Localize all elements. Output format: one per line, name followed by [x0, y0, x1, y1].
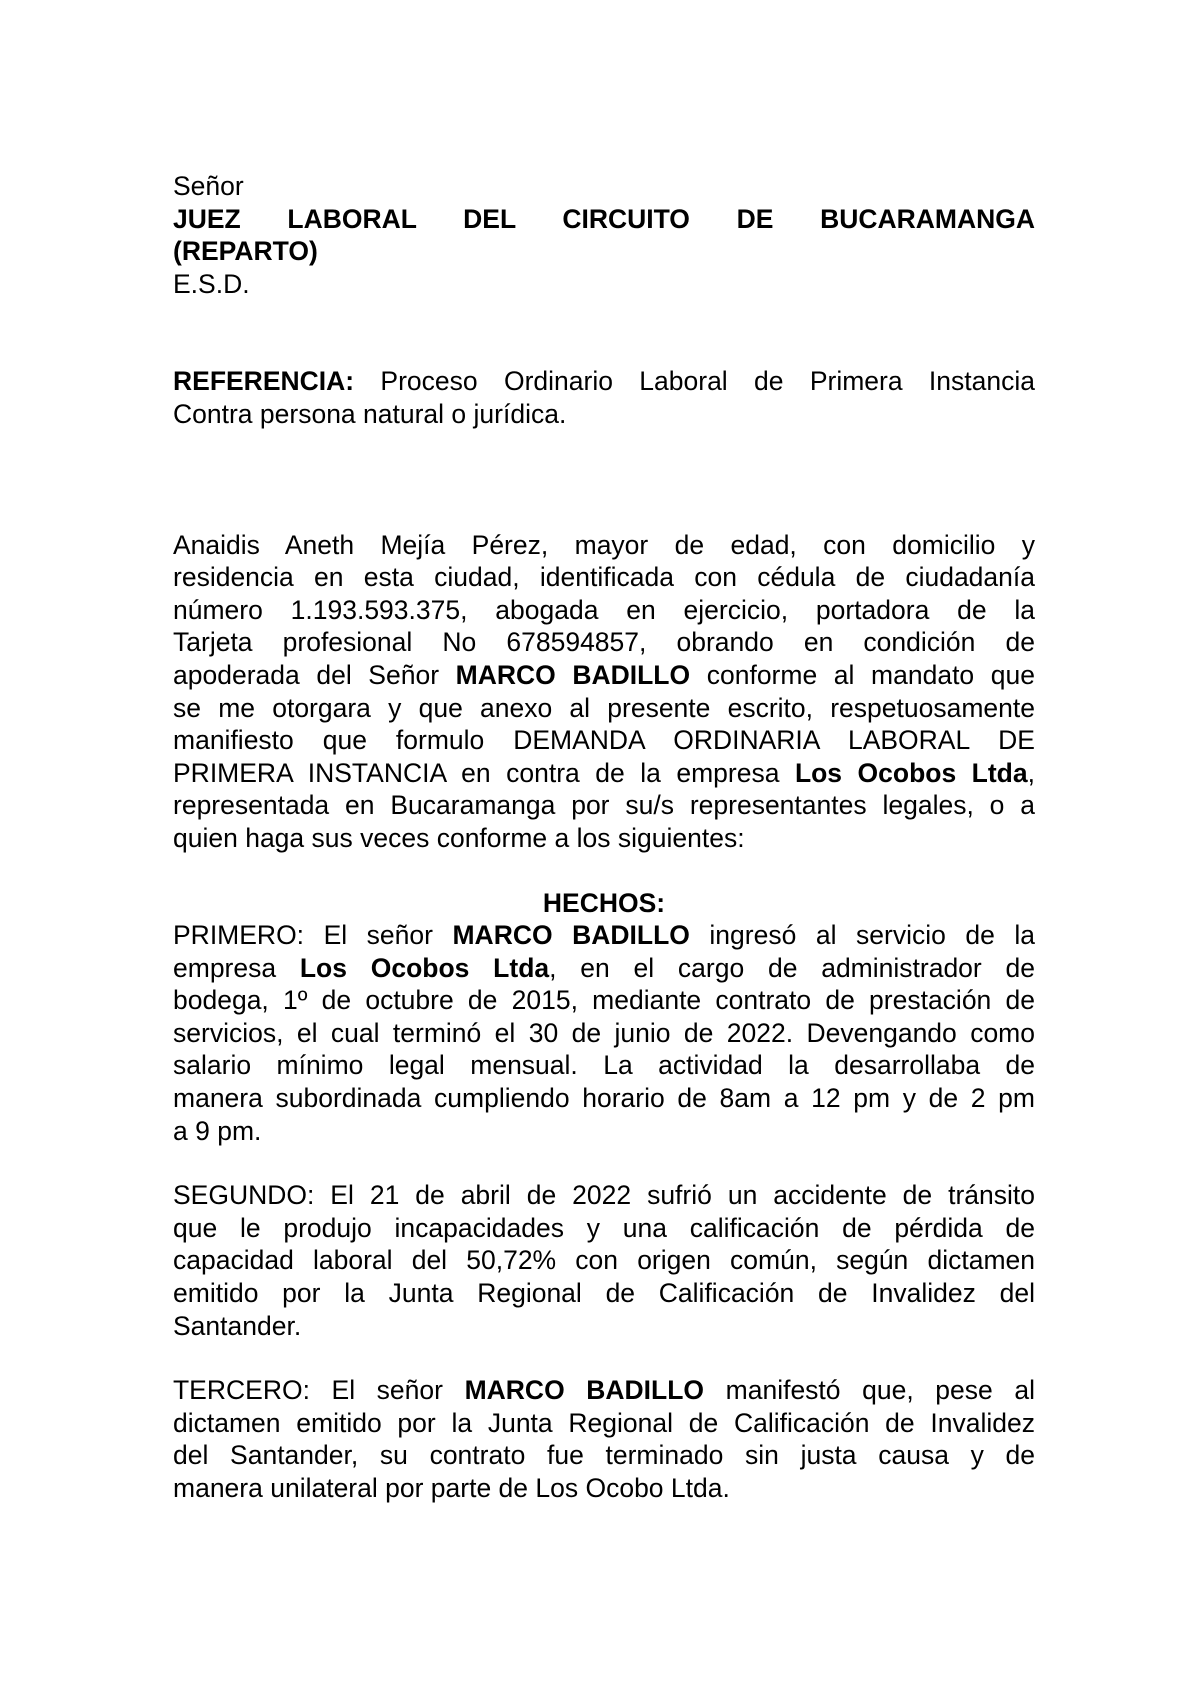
- intro-line-4: Tarjeta profesional No 678594857, obrando en condición de: [173, 627, 1035, 658]
- intro-line-8: [173, 757, 1035, 790]
- reference-line-1: [173, 365, 1035, 398]
- intro-line-5-c: conforme al mandato que: [690, 659, 1035, 690]
- primero-company-name: Los Ocobos Ltda: [299, 952, 550, 983]
- primero-line-1-a: PRIMERO: El señor: [173, 920, 453, 951]
- primero-line-2: [173, 952, 1035, 985]
- primero-line-6: manera subordinada cumpliendo horario de 8am a 12 pm y de 2 pm: [173, 1083, 1035, 1114]
- intro-line-3: número 1.193.593.375, abogada en ejercicio, portadora de la: [173, 594, 1035, 625]
- hecho-tercero: [173, 1374, 1035, 1504]
- tercero-line-2: dictamen emitido por la Junta Regional de Calificación de Invalidez: [173, 1407, 1035, 1438]
- tercero-line-1-a: TERCERO: El señor: [173, 1375, 465, 1406]
- document-page: [173, 170, 1035, 1505]
- primero-line-4: servicios, el cual terminó el 30 de junio de 2022. Devengando como: [173, 1017, 1035, 1048]
- primero-line-5: salario mínimo legal mensual. La actividad la desarrollaba de: [173, 1050, 1035, 1081]
- salutation: Señor: [173, 171, 244, 201]
- esd: E.S.D.: [173, 268, 250, 299]
- addressee-line-1: JUEZ LABORAL DEL CIRCUITO DE BUCARAMANGA: [173, 203, 1035, 234]
- intro-line-9: representada en Bucaramanga por su/s representantes legales, o a: [173, 790, 1035, 821]
- tercero-client-name: MARCO BADILLO: [464, 1375, 705, 1406]
- segundo-line-3: capacidad laboral del 50,72% con origen común, según dictamen: [173, 1245, 1035, 1276]
- intro-line-2: residencia en esta ciudad, identificada con cédula de ciudadanía: [173, 562, 1035, 593]
- intro-line-5-a: apoderada del Señor: [173, 659, 456, 690]
- hechos-title: HECHOS:: [542, 887, 666, 918]
- intro-line-6: se me otorgara y que anexo al presente escrito, respetuosamente: [173, 692, 1035, 723]
- hecho-segundo: [173, 1179, 1035, 1342]
- hecho-primero: [173, 919, 1035, 1147]
- intro-line-1: Anaidis Aneth Mejía Pérez, mayor de edad, con domicilio y: [173, 529, 1035, 560]
- reference-label: REFERENCIA:: [173, 366, 355, 397]
- segundo-line-5: Santander.: [173, 1310, 302, 1341]
- primero-line-2-a: empresa: [173, 952, 300, 983]
- reference-line-2: Contra persona natural o jurídica.: [173, 398, 567, 429]
- tercero-line-1: [173, 1374, 1035, 1407]
- addressee-block: [173, 170, 1035, 300]
- primero-line-2-c: , en el cargo de administrador de: [549, 952, 1035, 983]
- client-name: MARCO BADILLO: [455, 659, 691, 690]
- segundo-line-1: SEGUNDO: El 21 de abril de 2022 sufrió un accidente de tránsito: [173, 1180, 1035, 1211]
- tercero-line-1-c: manifestó que, pese al: [704, 1375, 1035, 1406]
- intro-paragraph: [173, 529, 1035, 855]
- intro-line-10: quien haga sus veces conforme a los siguientes:: [173, 822, 745, 853]
- reference-block: [173, 365, 1035, 430]
- intro-line-5: [173, 659, 1035, 692]
- intro-line-8-c: ,: [1027, 757, 1035, 788]
- segundo-line-2: que le produjo incapacidades y una calificación de pérdida de: [173, 1212, 1035, 1243]
- hechos-section: [173, 887, 1035, 1505]
- intro-line-8-a: PRIMERA INSTANCIA en contra de la empresa: [173, 757, 795, 788]
- tercero-line-4: manera unilateral por parte de Los Ocobo Ltda.: [173, 1473, 730, 1503]
- reference-text-1: Proceso Ordinario Laboral de Primera Instancia: [354, 366, 1035, 397]
- company-name: Los Ocobos Ltda: [794, 757, 1028, 788]
- addressee-line-2: (REPARTO): [173, 236, 318, 267]
- intro-line-7: manifiesto que formulo DEMANDA ORDINARIA LABORAL DE: [173, 725, 1035, 756]
- primero-line-7: a 9 pm.: [173, 1115, 262, 1146]
- primero-line-1-c: ingresó al servicio de la: [689, 920, 1036, 951]
- primero-line-1: [173, 919, 1035, 952]
- segundo-line-4: emitido por la Junta Regional de Calificación de Invalidez del: [173, 1278, 1035, 1309]
- primero-line-3: bodega, 1º de octubre de 2015, mediante contrato de prestación de: [173, 985, 1035, 1016]
- tercero-line-3: del Santander, su contrato fue terminado sin justa causa y de: [173, 1440, 1035, 1471]
- primero-client-name: MARCO BADILLO: [452, 920, 690, 951]
